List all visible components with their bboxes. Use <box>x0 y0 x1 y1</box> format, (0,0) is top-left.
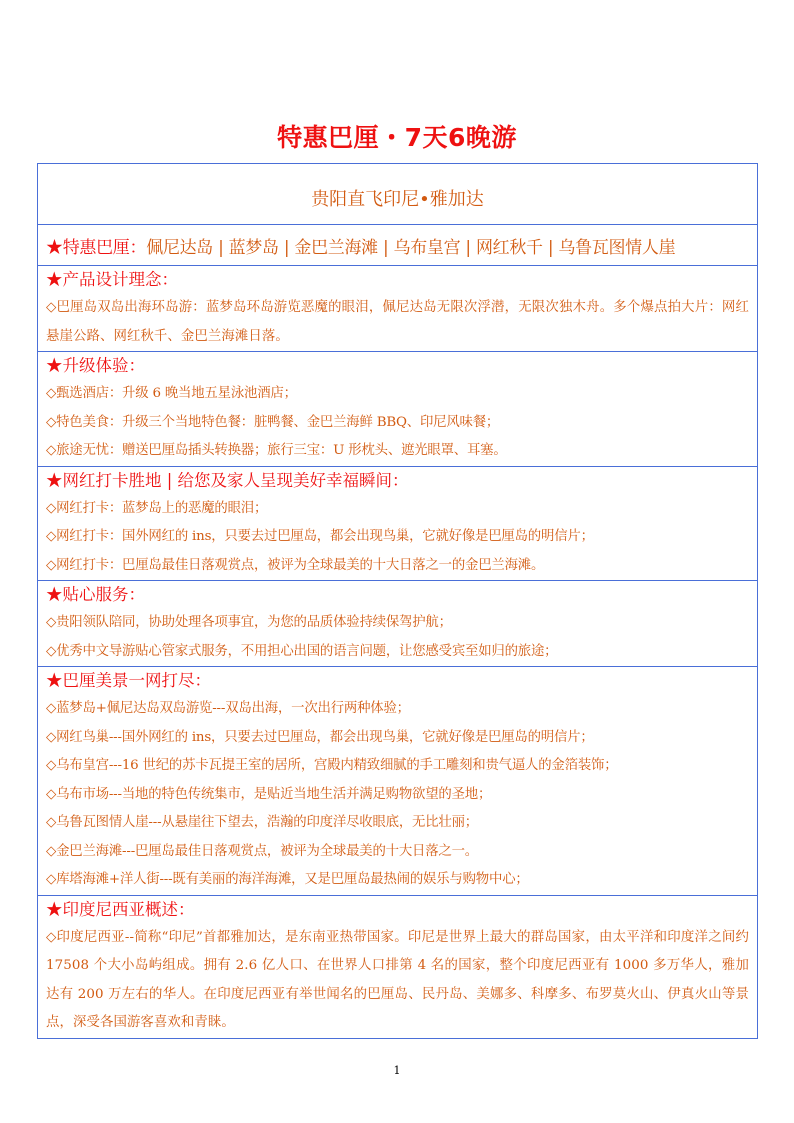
list-item: ◇网红打卡：蓝梦岛上的恶魔的眼泪； <box>46 500 268 516</box>
section-paragraph: ◇巴厘岛双岛出海环岛游：蓝梦岛环岛游览恶魔的眼泪，佩尼达岛无限次浮潜，无限次独木舟。多个爆点拍大片：网红悬崖公路、网红秋千、金巴兰海滩日落。 <box>46 300 749 344</box>
section-heading: ★产品设计理念： <box>46 270 178 289</box>
list-item: ◇蓝梦岛+佩尼达岛双岛游览---双岛出海，一次出行两种体验； <box>46 701 410 716</box>
list-item: ◇甄选酒店：升级 6 晚当地五星泳池酒店； <box>46 386 297 401</box>
route-subtitle: 贵阳直飞印尼•雅加达 <box>38 164 758 225</box>
list-item: ◇旅途无忧：赠送巴厘岛插头转换器；旅行三宝：U 形枕头、遮光眼罩、耳塞。 <box>46 443 507 458</box>
section-scenery <box>38 667 758 896</box>
section-overview <box>38 895 758 1038</box>
list-item: ◇乌布皇宫---16 世纪的苏卡瓦提王室的居所，宫殿内精致细腻的手工雕刻和贵气逼人的金箔装饰； <box>46 758 618 773</box>
list-item: ◇网红打卡：国外网红的 ins，只要去过巴厘岛，都会出现鸟巢，它就好像是巴厘岛的明信片； <box>46 529 594 544</box>
highlights-banner <box>38 225 758 266</box>
list-item: ◇乌布市场---当地的特色传统集市，是贴近当地生活并满足购物欲望的圣地； <box>46 786 492 802</box>
banner-label: ★特惠巴厘： <box>46 237 147 258</box>
section-upgrade <box>38 352 758 467</box>
section-heading: ★巴厘美景一网打尽： <box>46 671 211 690</box>
section-heading: ★印度尼西亚概述： <box>46 899 195 919</box>
banner-row <box>38 225 758 266</box>
banner-spots: 佩尼达岛 | 蓝梦岛 | 金巴兰海滩 | 乌布皇宫 | 网红秋千 | 乌鲁瓦图情人崖 <box>146 237 676 258</box>
section-design <box>38 266 758 352</box>
section-checkin <box>38 466 758 581</box>
section-heading: ★网红打卡胜地 | 给您及家人呈现美好幸福瞬间： <box>46 470 409 490</box>
list-item: ◇乌鲁瓦图情人崖---从悬崖往下望去，浩瀚的印度洋尽收眼底，无比壮丽； <box>46 815 478 830</box>
list-item: ◇优秀中文导游贴心管家式服务，不用担心出国的语言问题，让您感受宾至如归的旅途； <box>46 643 558 659</box>
section-paragraph: ◇印度尼西亚--简称“印尼”首都雅加达，是东南亚热带国家。印尼是世界上最大的群岛国家，由太平洋和印度洋之间约 17508 个大小岛屿组成。拥有 2.6 亿人口、在世界人口排第 4 名的国家，整个印度尼西亚有 1000 多万华人，雅加达有 200 万左右的华人。在印度尼西亚有举世闻名的巴厘岛、民丹岛、美娜多、科摩多、布罗莫火山、伊真火山等景点，深受各国游客喜欢和青睐。 <box>46 929 749 1030</box>
list-item: ◇网红打卡：巴厘岛最佳日落观赏点，被评为全球最美的十大日落之一的金巴兰海滩。 <box>46 557 545 573</box>
section-heading: ★贴心服务： <box>46 585 145 604</box>
section-service <box>38 581 758 667</box>
itinerary-table <box>37 163 758 1039</box>
list-item: ◇贵阳领队陪同，协助处理各项事宜，为您的品质体验持续保驾护航； <box>46 615 452 630</box>
list-item: ◇网红鸟巢---国外网红的 ins，只要去过巴厘岛，都会出现鸟巢，它就好像是巴厘岛的明信片； <box>46 729 594 745</box>
list-item: ◇金巴兰海滩---巴厘岛最佳日落观赏点，被评为全球最美的十大日落之一。 <box>46 843 478 859</box>
section-heading: ★升级体验： <box>46 356 145 375</box>
document-title: 特惠巴厘・7天6晚游 <box>277 123 517 152</box>
subtitle-row <box>38 164 758 225</box>
list-item: ◇库塔海滩+洋人街---既有美丽的海洋海滩，又是巴厘岛最热闹的娱乐与购物中心； <box>46 872 529 887</box>
list-item: ◇特色美食：升级三个当地特色餐：脏鸭餐、金巴兰海鲜 BBQ、印尼风味餐； <box>46 414 500 430</box>
page-number: 1 <box>393 1064 401 1077</box>
